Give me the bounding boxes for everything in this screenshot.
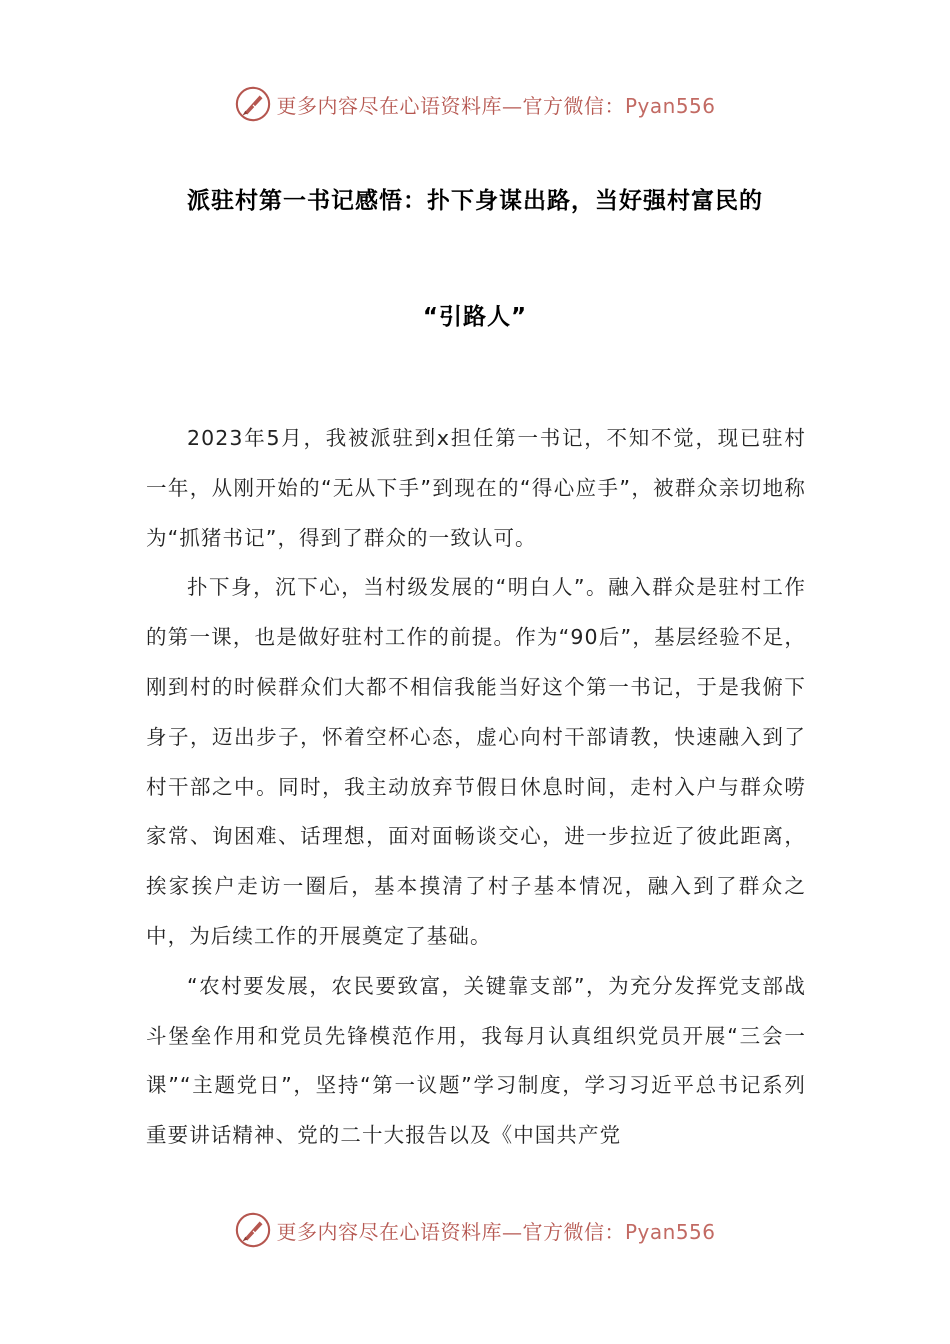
document-title-line-2: “引路人” xyxy=(422,304,528,330)
watermark-text: 更多内容尽在心语资料库—官方微信： xyxy=(276,1219,625,1244)
watermark-wechat-id: Pyan556 xyxy=(624,93,716,118)
paragraph-3: “农村要发展，农民要致富，关键靠支部”，为充分发挥党支部战斗堡垒作用和党员先锋模范作用，我每月认真组织党员开展“三会一课”“主题党日”，坚持“第一议题”学习制度，学习习近平总书记系列重要讲话精神、党的二十大报告以及《中国共产党 xyxy=(146,973,806,1148)
footer-watermark xyxy=(0,1208,950,1252)
document-title-line-1: 派驻村第一书记感悟：扑下身谋出路，当好强村富民的 xyxy=(187,188,763,214)
document-body xyxy=(146,414,806,1161)
quill-logo-icon xyxy=(234,85,272,123)
header-watermark xyxy=(0,82,950,126)
watermark-wechat-id: Pyan556 xyxy=(624,1219,716,1244)
quill-logo-icon xyxy=(234,1211,272,1249)
paragraph-2: 扑下身，沉下心，当村级发展的“明白人”。融入群众是驻村工作的第一课，也是做好驻村工作的前提。作为“90后”，基层经验不足，刚到村的时候群众们大都不相信我能当好这个第一书记，于是我俯下身子，迈出步子，怀着空杯心态，虚心向村干部请教，快速融入到了村干部之中。同时，我主动放弃节假日休息时间，走村入户与群众唠家常、询困难、话理想，面对面畅谈交心，进一步拉近了彼此距离，挨家挨户走访一圈后，基本摸清了村子基本情况，融入到了群众之中，为后续工作的开展奠定了基础。 xyxy=(146,575,806,948)
paragraph-1: 2023年5月，我被派驻到x担任第一书记，不知不觉，现已驻村一年，从刚开始的“无从下手”到现在的“得心应手”，被群众亲切地称为“抓猪书记”，得到了群众的一致认可。 xyxy=(146,426,806,550)
watermark-text: 更多内容尽在心语资料库—官方微信： xyxy=(276,93,625,118)
